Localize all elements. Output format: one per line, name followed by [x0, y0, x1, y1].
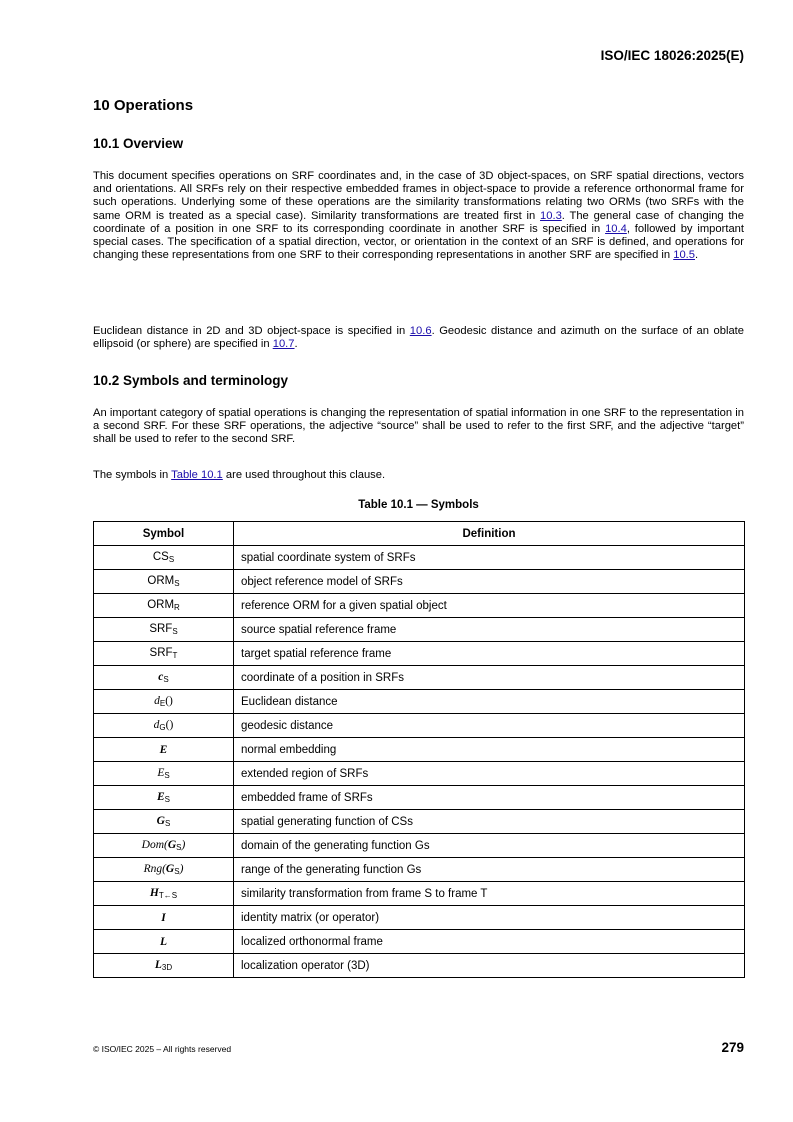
- definition-text: localization operator (3D): [241, 959, 370, 972]
- definition-text: geodesic distance: [241, 719, 334, 732]
- definition-text: domain of the generating function Gs: [241, 839, 430, 852]
- table-row: [94, 762, 745, 786]
- overview-paragraph-2: Euclidean distance in 2D and 3D object-space is specified in 10.6. Geodesic distance and azimuth on the surface of an oblate ellipsoid (or sphere) are specified in 10.7.: [93, 325, 744, 351]
- symbols-paragraph-1: An important category of spatial operations is changing the representation of spatial information in one SRF to the representation in a second SRF. For these SRF operations, the adjective “source” shall be used to refer to the first SRF, and the adjective “target” shall be used to refer to the second SRF.: [93, 407, 744, 446]
- symbol-base: L: [154, 959, 162, 971]
- definition-cell: [234, 666, 745, 690]
- table-row: [94, 930, 745, 954]
- table-row: [94, 786, 745, 810]
- definition-cell: [234, 690, 745, 714]
- symbol-base: CS: [152, 551, 169, 563]
- symbol-subscript: S: [176, 843, 182, 852]
- definition-cell: [234, 738, 745, 762]
- symbol-cell: [94, 690, 234, 714]
- table-row: [94, 810, 745, 834]
- symbol-paren: ): [181, 839, 186, 851]
- table-caption: Table 10.1 — Symbols: [358, 499, 479, 511]
- symbol-subscript: 3D: [161, 963, 173, 972]
- symbol-paren: (): [165, 719, 174, 731]
- symbol-base: ORM: [147, 575, 175, 587]
- table-row: [94, 666, 745, 690]
- table-row: [94, 738, 745, 762]
- symbol-subscript: E: [159, 699, 166, 708]
- definition-text: embedded frame of SRFs: [241, 791, 373, 804]
- definition-text: localized orthonormal frame: [241, 935, 383, 948]
- section-title: Operations: [113, 97, 194, 114]
- symbol-cell: [94, 666, 234, 690]
- symbol-subscript: S: [163, 675, 169, 684]
- symbol-subscript: S: [172, 627, 178, 636]
- symbol-cell: [94, 882, 234, 906]
- symbol-base: G: [156, 815, 165, 827]
- xref-10-6[interactable]: 10.6: [409, 325, 432, 337]
- table-row: [94, 594, 745, 618]
- definition-cell: [234, 714, 745, 738]
- definition-text: spatial coordinate system of SRFs: [241, 551, 416, 564]
- symbol-base: L: [159, 935, 168, 948]
- document-id: ISO/IEC 18026:2025(E): [600, 48, 744, 63]
- definition-text: range of the generating function Gs: [241, 863, 422, 876]
- table-row: [94, 570, 745, 594]
- definition-cell: [234, 594, 745, 618]
- symbol-base: SRF: [149, 623, 173, 635]
- symbol-cell: [94, 930, 234, 954]
- definition-text: identity matrix (or operator): [241, 911, 380, 924]
- page-number: 279: [721, 1040, 744, 1055]
- symbol-base: E: [159, 743, 168, 756]
- definition-cell: [234, 546, 745, 570]
- symbol-subscript: S: [164, 819, 171, 828]
- symbols-table: [93, 521, 745, 978]
- table-row: [94, 642, 745, 666]
- definition-text: Euclidean distance: [241, 695, 338, 708]
- symbols-heading: 10.2 Symbols and terminology: [93, 373, 289, 388]
- symbol-base: G: [165, 863, 175, 875]
- definition-text: object reference model of SRFs: [241, 575, 403, 588]
- table-row: [94, 618, 745, 642]
- symbol-cell: [94, 546, 234, 570]
- definition-text: coordinate of a position in SRFs: [241, 671, 405, 684]
- symbols-paragraph-2: The symbols in Table 10.1 are used throughout this clause.: [93, 469, 386, 481]
- definition-cell: [234, 570, 745, 594]
- xref-10-3[interactable]: 10.3: [540, 209, 562, 222]
- table-row: [94, 882, 745, 906]
- table-header-row: [94, 522, 745, 546]
- symbol-subscript: S: [164, 771, 170, 780]
- symbol-subscript: R: [174, 603, 180, 612]
- symbol-function-name: Rng(: [143, 863, 166, 875]
- copyright-notice: © ISO/IEC 2025 – All rights reserved: [93, 1044, 232, 1054]
- symbol-cell: [94, 594, 234, 618]
- symbol-subscript: S: [174, 579, 180, 588]
- xref-10-7[interactable]: 10.7: [272, 338, 295, 351]
- symbol-subscript: S: [164, 795, 170, 804]
- section-number: 10: [93, 97, 110, 114]
- symbol-base: SRF: [149, 647, 173, 659]
- definition-cell: [234, 906, 745, 930]
- symbol-cell: [94, 954, 234, 978]
- symbol-paren: (): [165, 695, 173, 707]
- table-row: [94, 834, 745, 858]
- definition-text: extended region of SRFs: [241, 767, 369, 780]
- definition-cell: [234, 618, 745, 642]
- table-body: [94, 546, 745, 978]
- symbol-base: c: [158, 671, 164, 683]
- symbol-cell: [94, 906, 234, 930]
- symbol-subscript: G: [159, 723, 166, 732]
- definition-cell: [234, 930, 745, 954]
- definition-text: target spatial reference frame: [241, 647, 392, 660]
- symbol-subscript: S: [168, 555, 175, 564]
- definition-cell: [234, 786, 745, 810]
- table-row: [94, 714, 745, 738]
- table-row: [94, 906, 745, 930]
- symbol-cell: [94, 642, 234, 666]
- definition-cell: [234, 858, 745, 882]
- symbol-cell: [94, 762, 234, 786]
- symbol-base: I: [161, 911, 166, 924]
- column-header-symbol: Symbol: [94, 522, 234, 546]
- symbol-base: d: [154, 695, 160, 707]
- definition-text: similarity transformation from frame S to frame T: [241, 887, 488, 900]
- symbol-cell: [94, 858, 234, 882]
- symbol-base: E: [156, 791, 165, 803]
- definition-text: normal embedding: [241, 743, 337, 756]
- symbol-base: d: [153, 719, 160, 731]
- table-row: [94, 690, 745, 714]
- symbol-paren: ): [179, 863, 184, 875]
- definition-text: source spatial reference frame: [241, 623, 397, 636]
- section-heading: [93, 97, 193, 114]
- definition-text: spatial generating function of CSs: [241, 815, 413, 828]
- definition-cell: [234, 810, 745, 834]
- table-row: [94, 858, 745, 882]
- definition-cell: [234, 642, 745, 666]
- definition-cell: [234, 762, 745, 786]
- symbol-subscript: S: [174, 867, 180, 876]
- symbol-cell: [94, 714, 234, 738]
- table-row: [94, 954, 745, 978]
- overview-paragraph-1: This document specifies operations on SRF coordinates and, in the case of 3D object-spaces, on SRF spatial directions, vectors and orientations. All SRFs rely on their respective embedded frames in object-space to provide a reference orthonormal frame for such operations. Underlying some of these operations are the similarity transformations relating two ORMs (two SRFs with the same ORM is treated as a special case). Similarity transformations are treated first in 10.3. The general case of changing the coordinate of a position in one SRF to its corresponding coordinate in another SRF is specified in 10.4, followed by important special cases. The specification of a spatial direction, vector, or orientation in the context of an SRF is defined, and operations for changing these representations from one SRF to their corresponding representations in another SRF are specified in 10.5.: [93, 170, 744, 262]
- symbol-function-name: Dom(: [141, 839, 168, 851]
- symbol-base: ORM: [147, 599, 175, 611]
- column-header-definition: Definition: [234, 522, 745, 546]
- symbol-base: G: [167, 839, 177, 851]
- xref-10-4[interactable]: 10.4: [605, 222, 627, 235]
- xref-10-5[interactable]: 10.5: [673, 249, 695, 262]
- definition-cell: [234, 834, 745, 858]
- symbol-base: E: [157, 767, 165, 779]
- overview-heading: 10.1 Overview: [93, 136, 184, 151]
- definition-text: reference ORM for a given spatial object: [241, 599, 447, 612]
- symbol-cell: [94, 618, 234, 642]
- symbol-cell: [94, 738, 234, 762]
- symbol-cell: [94, 570, 234, 594]
- symbol-cell: [94, 810, 234, 834]
- definition-cell: [234, 882, 745, 906]
- symbol-subscript: T: [172, 651, 178, 660]
- symbol-subscript: T←S: [158, 891, 178, 900]
- symbol-base: H: [149, 887, 159, 899]
- definition-cell: [234, 954, 745, 978]
- symbol-cell: [94, 786, 234, 810]
- xref-table-10-1[interactable]: Table 10.1: [171, 469, 223, 481]
- symbol-cell: [94, 834, 234, 858]
- table-row: [94, 546, 745, 570]
